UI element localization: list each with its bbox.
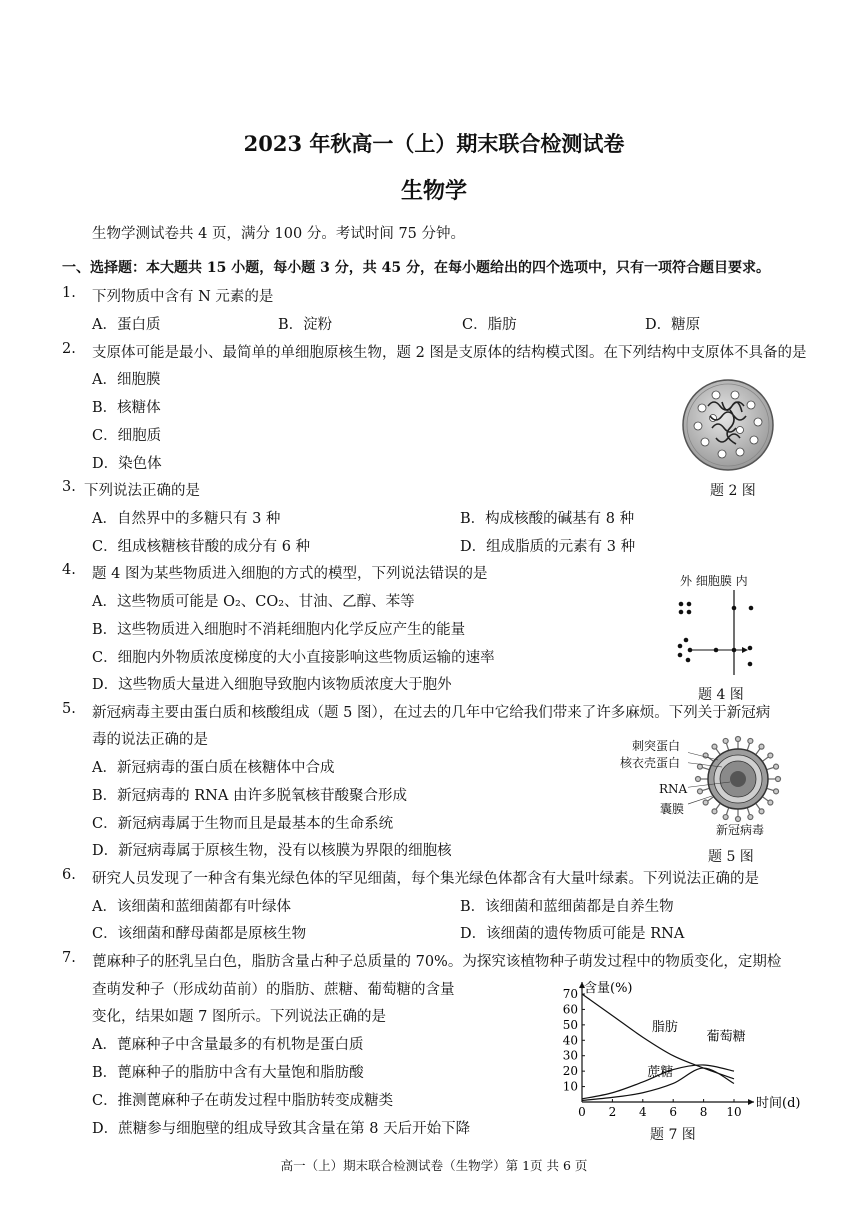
exam-subject: 生物学 xyxy=(400,178,467,204)
x-axis-label: 时间(d) xyxy=(756,1096,801,1111)
question-stem: 蓖麻种子的胚乳呈白色，脂肪含量占种子总质量的 70%。为探究该植物种子萌发过程中的物质变化，定期检 xyxy=(92,954,782,970)
content-chart xyxy=(548,972,818,1122)
virus-spike-head xyxy=(712,809,717,814)
option-a: A．这些物质可能是 O₂、CO₂、甘油、乙醇、苯等 xyxy=(92,594,415,610)
option-c: C．该细菌和酵母菌都是原核生物 xyxy=(92,926,307,942)
exam-title: 2023 年秋高一（上）期末联合检测试卷 xyxy=(243,131,625,156)
figure-caption: 题 7 图 xyxy=(650,1127,696,1143)
x-tick-label: 2 xyxy=(608,1105,617,1119)
option-d: D．蔗糖参与细胞壁的组成导致其含量在第 8 天后开始下降 xyxy=(92,1121,471,1137)
option-c: C．推测蓖麻种子在萌发过程中脂肪转变成糖类 xyxy=(92,1093,394,1109)
series-label-2: 葡萄糖 xyxy=(706,1029,746,1045)
mycoplasma-figure xyxy=(678,378,778,473)
option-d: D．染色体 xyxy=(92,456,162,472)
y-tick-label: 30 xyxy=(562,1048,578,1063)
virus-spike-head xyxy=(776,777,781,782)
x-tick-label: 8 xyxy=(699,1105,708,1119)
section-heading: 一、选择题：本大题共 15 小题，每小题 3 分，共 45 分，在每小题给出的四个选项中，只有一项符合题目要求。 xyxy=(62,260,770,276)
question-number: 1. xyxy=(62,285,76,301)
y-tick-label: 60 xyxy=(562,1002,578,1017)
virus-spike-head xyxy=(723,815,728,820)
virus-spike-head xyxy=(736,737,741,742)
virus-name: 新冠病毒 xyxy=(716,823,765,837)
option-d: D．该细菌的遗传物质可能是 RNA xyxy=(460,926,685,942)
x-tick-label: 4 xyxy=(638,1105,647,1119)
option-b: B．核糖体 xyxy=(92,400,161,416)
option-a: A．蛋白质 xyxy=(92,317,161,333)
option-a: A．细胞膜 xyxy=(92,372,161,388)
option-d: D．这些物质大量进入细胞导致胞内该物质浓度大于胞外 xyxy=(92,677,452,693)
option-a: A．新冠病毒的蛋白质在核糖体中合成 xyxy=(92,760,335,776)
virus-spike-head xyxy=(748,738,753,743)
option-b: B．这些物质进入细胞时不消耗细胞内化学反应产生的能量 xyxy=(92,622,466,638)
virus-label-rna: RNA xyxy=(659,782,688,796)
option-d: D．组成脂质的元素有 3 种 xyxy=(460,539,636,555)
question-stem-cont: 毒的说法正确的是 xyxy=(92,732,208,748)
virus-label-envelope: 囊膜 xyxy=(660,802,685,816)
virus-spike-head xyxy=(774,789,779,794)
question-stem-cont: 查萌发种子（形成幼苗前）的脂肪、蔗糖、葡萄糖的含量 xyxy=(92,982,455,998)
y-axis-label: 含量(%) xyxy=(584,981,633,996)
virus-spike-head xyxy=(759,809,764,814)
virus-spike-head xyxy=(768,753,773,758)
option-c: C．脂肪 xyxy=(462,317,517,333)
option-b: B．蓖麻种子的脂肪中含有大量饱和脂肪酸 xyxy=(92,1065,364,1081)
option-b: B．该细菌和蓝细菌都是自养生物 xyxy=(460,899,674,915)
option-a: A．蓖麻种子中含量最多的有机物是蛋白质 xyxy=(92,1037,364,1053)
virus-label-capsid: 核衣壳蛋白 xyxy=(620,756,681,770)
y-tick-label: 20 xyxy=(562,1064,578,1079)
y-tick-label: 40 xyxy=(562,1033,578,1048)
figure-caption: 题 4 图 xyxy=(698,687,744,703)
question-number: 3. xyxy=(62,479,76,495)
diffusion-figure xyxy=(668,590,768,680)
virus-spike-head xyxy=(697,789,702,794)
option-a: A．自然界中的多糖只有 3 种 xyxy=(92,511,281,527)
virus-label-spike: 刺突蛋白 xyxy=(632,739,681,753)
x-tick-label: 6 xyxy=(669,1105,678,1119)
question-stem: 下列说法正确的是 xyxy=(84,483,200,499)
virus-spike-head xyxy=(697,764,702,769)
option-c: C．新冠病毒属于生物而且是最基本的生命系统 xyxy=(92,816,394,832)
virus-spike-head xyxy=(768,800,773,805)
y-tick-label: 70 xyxy=(562,987,578,1001)
option-d: D．新冠病毒属于原核生物，没有以核膜为界限的细胞核 xyxy=(92,843,452,859)
figure-caption: 题 5 图 xyxy=(708,849,754,865)
option-c: C．细胞内外物质浓度梯度的大小直接影响这些物质运输的速率 xyxy=(92,650,495,666)
virus-spike-head xyxy=(723,738,728,743)
question-number: 7. xyxy=(62,950,76,966)
virus-spike-head xyxy=(774,764,779,769)
x-tick-label: 0 xyxy=(578,1105,586,1119)
question-stem: 下列物质中含有 N 元素的是 xyxy=(92,289,274,305)
option-b: B．构成核酸的碱基有 8 种 xyxy=(460,511,635,527)
series-label-0: 脂肪 xyxy=(651,1020,678,1036)
virus-spike-head xyxy=(759,744,764,749)
question-stem: 支原体可能是最小、最简单的单细胞原核生物，题 2 图是支原体的结构模式图。在下列结构中支原体不具备的是 xyxy=(92,345,807,361)
question-number: 5. xyxy=(62,701,76,717)
question-number: 4. xyxy=(62,562,76,578)
membrane-label: 外 细胞膜 内 xyxy=(680,574,748,588)
x-axis-arrow xyxy=(748,1099,754,1105)
virus-spike-head xyxy=(703,800,708,805)
virus-spike-head xyxy=(696,777,701,782)
question-stem: 新冠病毒主要由蛋白质和核酸组成（题 5 图），在过去的几年中它给我们带来了许多麻烦。下列关于新冠病 xyxy=(92,705,771,721)
option-d: D．糖原 xyxy=(645,317,701,333)
question-stem-cont: 变化，结果如题 7 图所示。下列说法正确的是 xyxy=(92,1009,386,1025)
option-c: C．细胞质 xyxy=(92,428,162,444)
question-number: 6. xyxy=(62,867,76,883)
option-b: B．新冠病毒的 RNA 由许多脱氧核苷酸聚合形成 xyxy=(92,788,407,804)
question-number: 2. xyxy=(62,341,76,357)
y-tick-label: 50 xyxy=(562,1017,578,1032)
exam-intro: 生物学测试卷共 4 页，满分 100 分。考试时间 75 分钟。 xyxy=(92,226,466,242)
virus-spike-head xyxy=(712,744,717,749)
option-a: A．该细菌和蓝细菌都有叶绿体 xyxy=(92,899,291,915)
series-label-1: 蔗糖 xyxy=(647,1064,674,1080)
question-stem: 研究人员发现了一种含有集光绿色体的罕见细菌，每个集光绿色体都含有大量叶绿素。下列说法正确的是 xyxy=(92,871,759,887)
y-tick-label: 10 xyxy=(562,1079,578,1094)
option-c: C．组成核糖核苷酸的成分有 6 种 xyxy=(92,539,311,555)
virus-figure xyxy=(688,734,784,824)
page-footer: 高一（上）期末联合检测试卷（生物学）第 1页 共 6 页 xyxy=(280,1158,588,1173)
figure-caption: 题 2 图 xyxy=(710,483,756,499)
question-stem: 题 4 图为某些物质进入细胞的方式的模型，下列说法错误的是 xyxy=(92,566,488,582)
option-b: B．淀粉 xyxy=(278,317,333,333)
virus-spike-head xyxy=(748,815,753,820)
x-tick-label: 10 xyxy=(726,1105,742,1119)
